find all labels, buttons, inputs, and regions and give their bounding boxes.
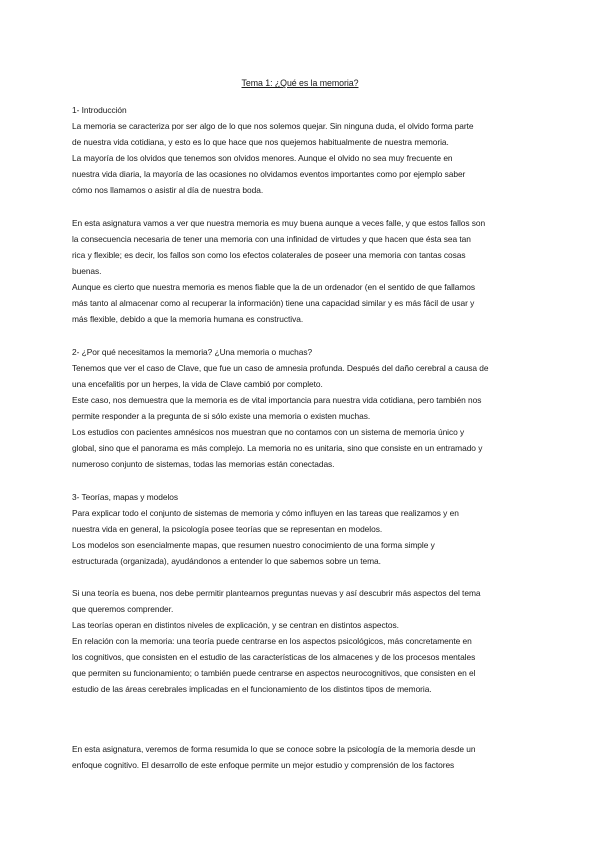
paragraph-line: permite responder a la pregunta de si sólo existe una memoria o existen muchas. — [72, 411, 371, 421]
paragraph-line: En esta asignatura vamos a ver que nuestra memoria es muy buena aunque a veces falle, y que estos fallos son — [72, 218, 486, 228]
paragraph-enfoque-cognitivo — [72, 741, 532, 773]
paragraph-line: que queremos comprender. — [72, 604, 174, 614]
paragraph-line: la consecuencia necesaria de tener una memoria con una infinidad de virtudes y que hacen que ésta sea tan — [72, 234, 471, 244]
paragraph-line: más tanto al almacenar como al recuperar la información) tiene una capacidad similar y es más fácil de usar y — [72, 298, 475, 308]
paragraph-line: enfoque cognitivo. El desarrollo de este enfoque permite un mejor estudio y comprensión de los factores — [72, 760, 455, 770]
paragraph-line: más flexible, debido a que la memoria humana es constructiva. — [72, 314, 304, 324]
paragraph-line: numeroso conjunto de sistemas, todas las memorias están conectadas. — [72, 459, 335, 469]
section-teorias-mapas-modelos — [72, 489, 532, 569]
paragraph-line: En esta asignatura, veremos de forma resumida lo que se conoce sobre la psicología de la memoria desde un — [72, 744, 476, 754]
paragraph-asignatura — [72, 215, 532, 327]
paragraph-line: Si una teoría es buena, nos debe permitir plantearnos preguntas nuevas y así descubrir más aspectos del tema — [72, 588, 481, 598]
paragraph-line: rica y flexible; es decir, los fallos son como los efectos colaterales de poseer una memoria con tantas cosas — [72, 250, 466, 260]
paragraph-line: Los modelos son esencialmente mapas, que resumen nuestro conocimiento de una forma simple y — [72, 540, 435, 550]
paragraph-line: nuestra vida diaria, la mayoría de las ocasiones no olvidamos eventos importantes como por ejemplo saber — [72, 169, 466, 179]
paragraph-line: Para explicar todo el conjunto de sistemas de memoria y cómo influyen en las tareas que realizamos y en — [72, 508, 459, 518]
paragraph-line: que permiten su funcionamiento; o también puede centrarse en aspectos neurocognitivos, que consisten en el — [72, 668, 476, 678]
paragraph-line: Tenemos que ver el caso de Clave, que fue un caso de amnesia profunda. Después del daño cerebral a causa de — [72, 363, 489, 373]
paragraph-line: Aunque es cierto que nuestra memoria es menos fiable que la de un ordenador (en el sentido de que fallamos — [72, 282, 476, 292]
section-por-que-memoria — [72, 344, 532, 472]
paragraph-line: de nuestra vida cotidiana, y esto es lo que hace que nos quejemos habitualmente de nuestra memoria. — [72, 137, 449, 147]
section-heading: 1- Introducción — [72, 105, 127, 115]
paragraph-line: global, sino que el panorama es más complejo. La memoria no es unitaria, sino que consiste en un entramado y — [72, 443, 483, 453]
paragraph-teorias — [72, 585, 532, 697]
paragraph-line: Los estudios con pacientes amnésicos nos muestran que no contamos con un sistema de memoria único y — [72, 427, 465, 437]
paragraph-line: Las teorías operan en distintos niveles de explicación, y se centran en distintos aspectos. — [72, 620, 399, 630]
paragraph-line: cómo nos llamamos o asistir al día de nuestra boda. — [72, 185, 264, 195]
document-title: Tema 1: ¿Qué es la memoria? — [241, 78, 359, 88]
paragraph-line: estudio de las áreas cerebrales implicadas en el funcionamiento de los distintos tipos de memoria. — [72, 684, 432, 694]
paragraph-line: una encefalitis por un herpes, la vida de Clave cambió por completo. — [72, 379, 323, 389]
section-heading: 3- Teorías, mapas y modelos — [72, 492, 179, 502]
section-heading: 2- ¿Por qué necesitamos la memoria? ¿Una memoria o muchas? — [72, 347, 313, 357]
paragraph-line: La mayoría de los olvidos que tenemos son olvidos menores. Aunque el olvido no sea muy frecuente en — [72, 153, 453, 163]
paragraph-line: La memoria se caracteriza por ser algo de lo que nos solemos quejar. Sin ninguna duda, el olvido forma parte — [72, 121, 474, 131]
paragraph-line: los cognitivos, que consisten en el estudio de las características de los almacenes y de los procesos mentales — [72, 652, 476, 662]
paragraph-line: buenas. — [72, 266, 102, 276]
paragraph-line: En relación con la memoria: una teoría puede centrarse en los aspectos psicológicos, más concretamente en — [72, 636, 472, 646]
paragraph-line: estructurada (organizada), ayudándonos a entender lo que sabemos sobre un tema. — [72, 556, 381, 566]
paragraph-line: Este caso, nos demuestra que la memoria es de vital importancia para nuestra vida cotidiana, pero también nos — [72, 395, 482, 405]
paragraph-line: nuestra vida en general, la psicología posee teorías que se representan en modelos. — [72, 524, 383, 534]
section-introduccion — [72, 102, 532, 198]
